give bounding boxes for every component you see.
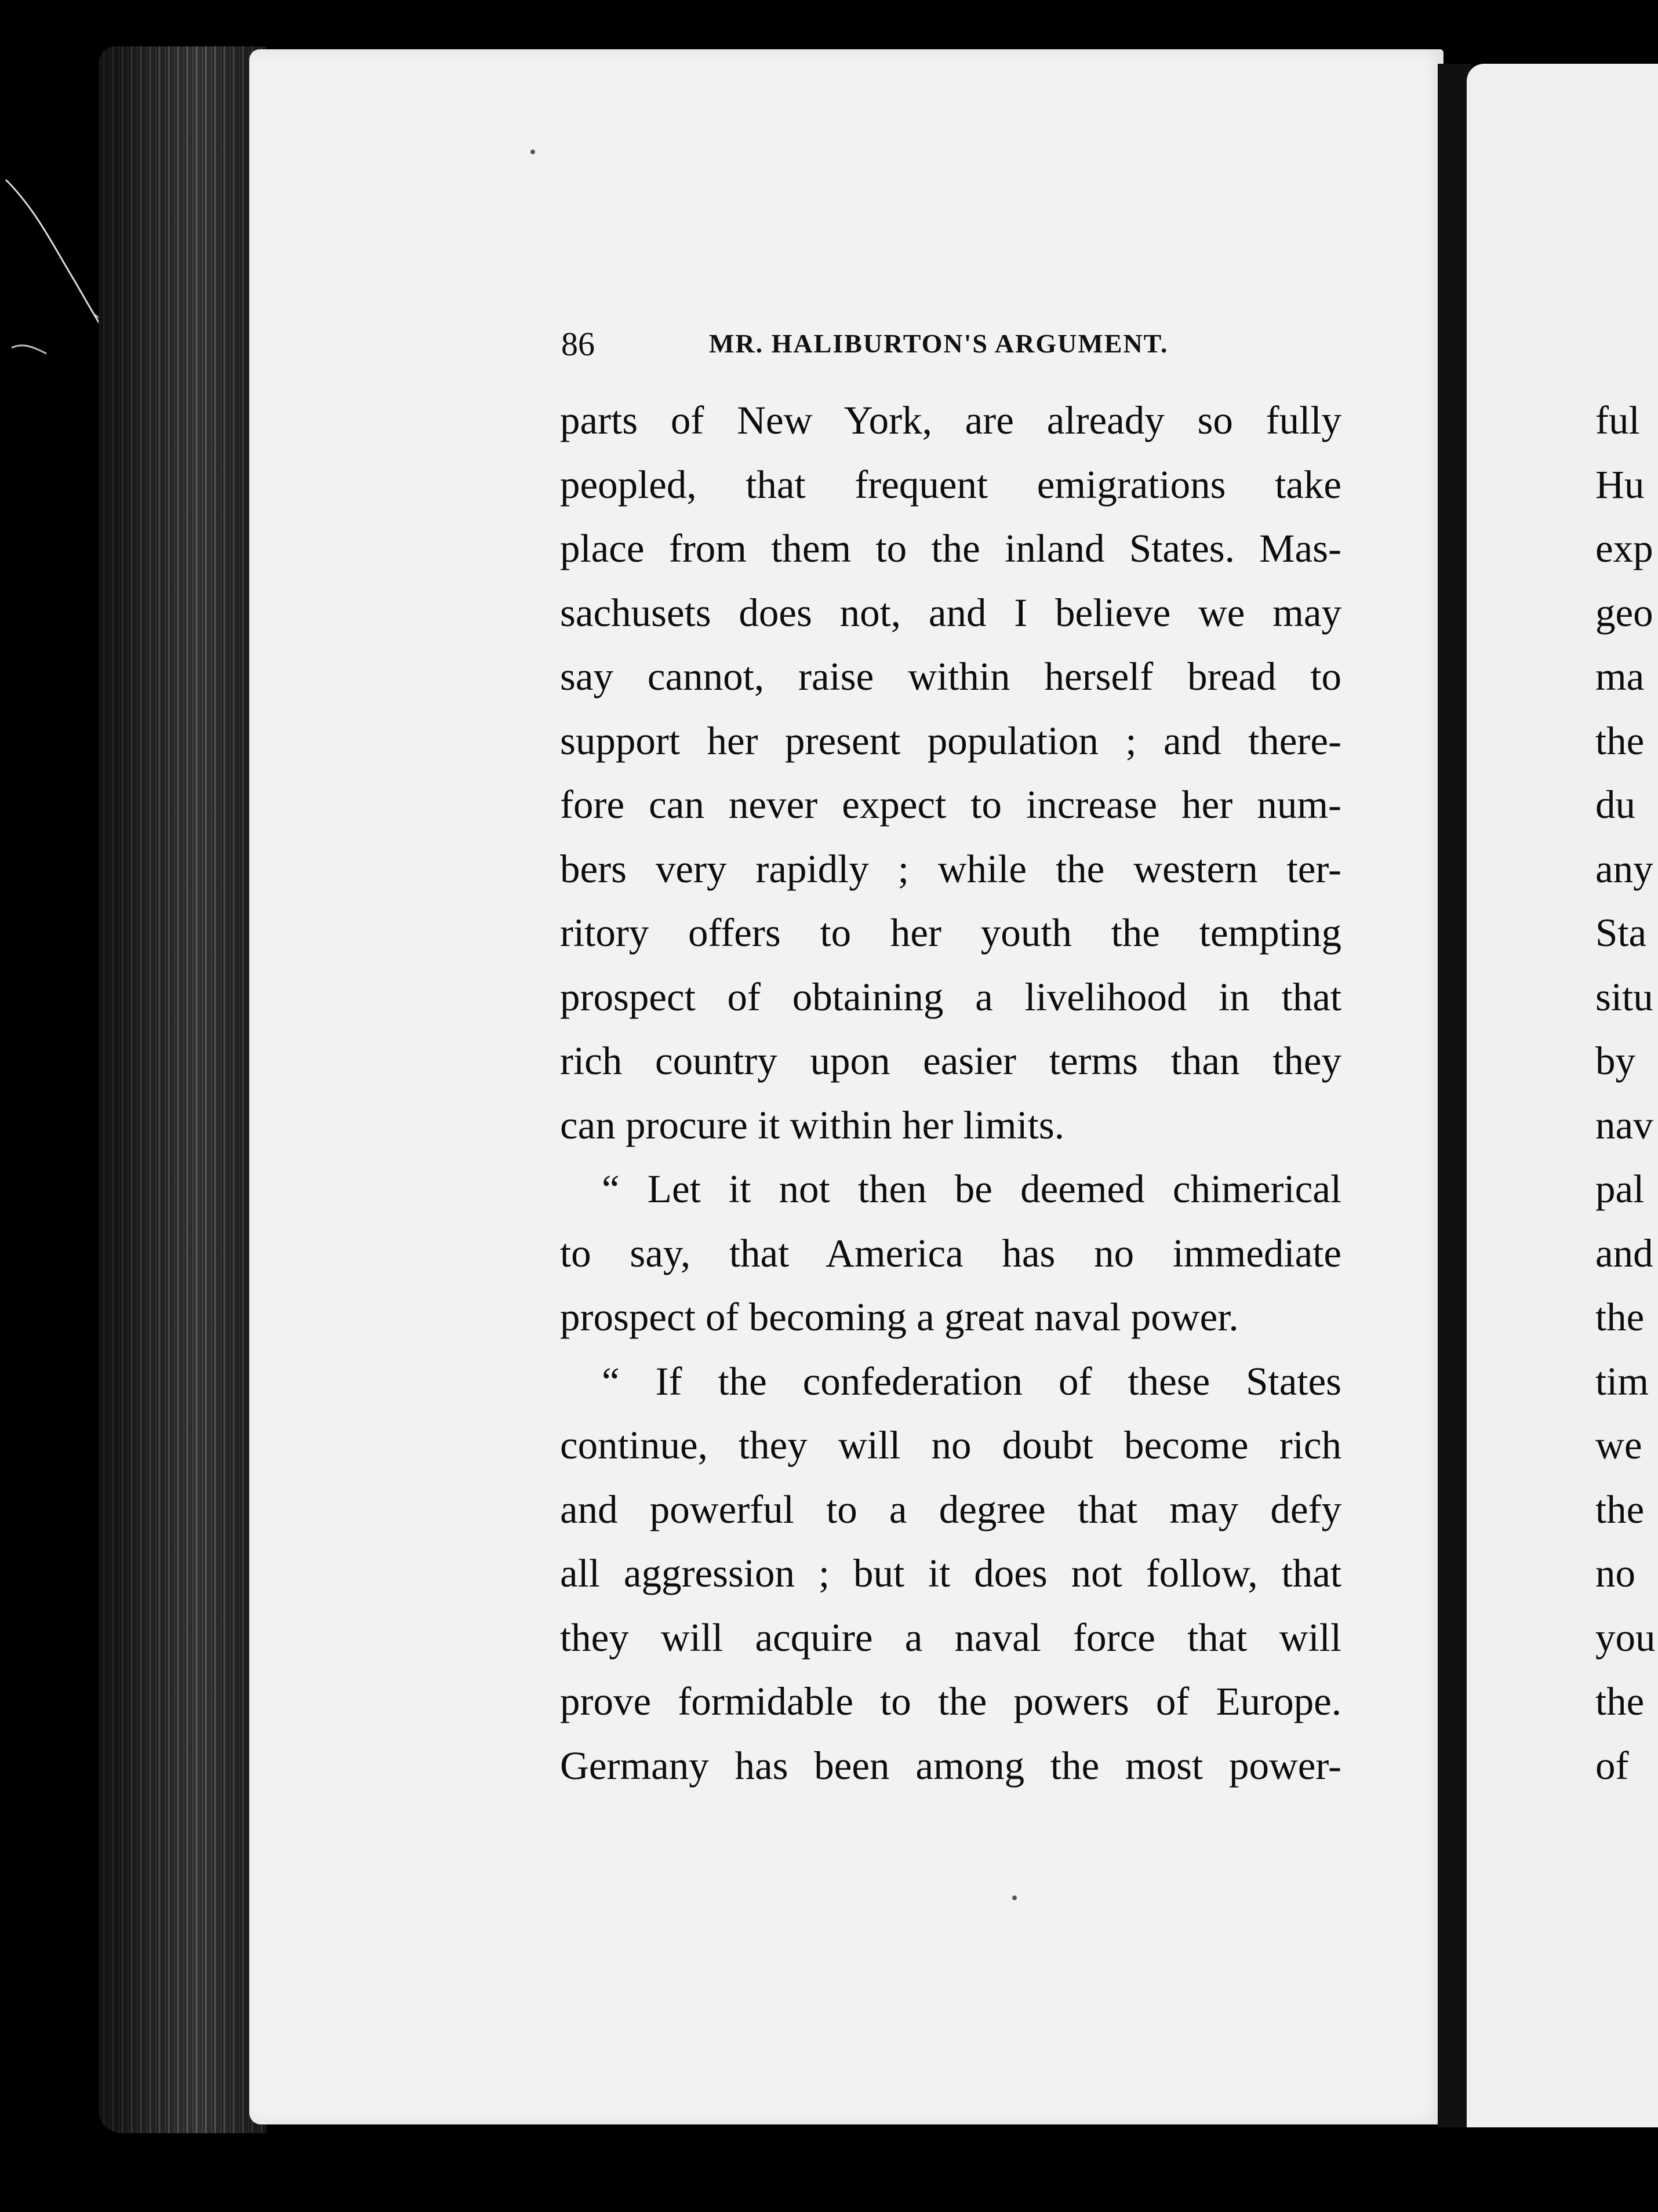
text-line: all aggression ; but it does not follow, that	[560, 1551, 1341, 1595]
text-line: say cannot, raise within herself bread to	[560, 654, 1341, 698]
facing-text-fragment: the	[1595, 1487, 1645, 1531]
facing-text-fragment: pal	[1595, 1167, 1645, 1211]
facing-text-fragment: the	[1595, 718, 1645, 763]
facing-text-fragment: ful	[1595, 398, 1640, 442]
text-line: bers very rapidly ; while the western ter-	[560, 846, 1341, 891]
text-line: to say, that America has no immediate	[560, 1231, 1341, 1275]
facing-text-fragment: the	[1595, 1679, 1645, 1723]
facing-text-fragment: Hu	[1595, 462, 1645, 507]
facing-text-fragment: we	[1595, 1423, 1642, 1467]
facing-text-fragment: Sta	[1595, 911, 1647, 955]
text-line: parts of New York, are already so fully	[560, 398, 1341, 442]
page-number: 86	[561, 325, 595, 363]
text-line: “ If the confederation of these States	[602, 1359, 1341, 1403]
facing-page-text	[1595, 388, 1656, 1798]
body-text	[560, 388, 1341, 1798]
text-line: support her present population ; and there-	[560, 718, 1341, 763]
page-speck	[530, 150, 535, 154]
facing-text-fragment: geo	[1595, 590, 1653, 635]
text-line: continue, they will no doubt become rich	[560, 1423, 1341, 1467]
facing-text-fragment: the	[1595, 1295, 1645, 1339]
facing-text-fragment: du	[1595, 783, 1635, 827]
text-line: sachusets does not, and I believe we may	[560, 590, 1341, 635]
text-line: “ Let it not then be deemed chimerical	[602, 1167, 1341, 1211]
text-line: they will acquire a naval force that will	[560, 1615, 1341, 1660]
text-line: peopled, that frequent emigrations take	[560, 462, 1341, 507]
facing-text-fragment: by	[1595, 1039, 1635, 1083]
running-head	[561, 325, 1350, 365]
book-fore-edge-shadow	[99, 46, 267, 2133]
facing-text-fragment: tim	[1595, 1359, 1649, 1403]
text-line: fore can never expect to increase her num-	[560, 783, 1341, 827]
facing-text-fragment: any	[1595, 846, 1653, 891]
text-line: place from them to the inland States. Mas-	[560, 526, 1341, 570]
page-speck	[1012, 1896, 1017, 1900]
facing-text-fragment: of	[1595, 1743, 1629, 1788]
text-line: and powerful to a degree that may defy	[560, 1487, 1341, 1531]
running-title: MR. HALIBURTON'S ARGUMENT.	[709, 329, 1169, 358]
facing-text-fragment: nav	[1595, 1103, 1653, 1147]
facing-text-fragment: situ	[1595, 974, 1653, 1019]
text-line: ritory offers to her youth the tempting	[560, 911, 1341, 955]
text-line: can procure it within her limits.	[560, 1103, 1064, 1147]
facing-text-fragment: and	[1595, 1231, 1653, 1275]
facing-text-fragment: you	[1595, 1615, 1656, 1660]
facing-text-fragment: ma	[1595, 654, 1645, 698]
text-line: prospect of obtaining a livelihood in that	[560, 974, 1341, 1019]
facing-text-fragment: no	[1595, 1551, 1635, 1595]
text-line: prospect of becoming a great naval power.	[560, 1295, 1239, 1339]
text-line: rich country upon easier terms than they	[560, 1039, 1341, 1083]
text-line: prove formidable to the powers of Europe.	[560, 1679, 1341, 1723]
text-line: Germany has been among the most power-	[560, 1743, 1341, 1788]
facing-text-fragment: exp	[1595, 526, 1653, 570]
